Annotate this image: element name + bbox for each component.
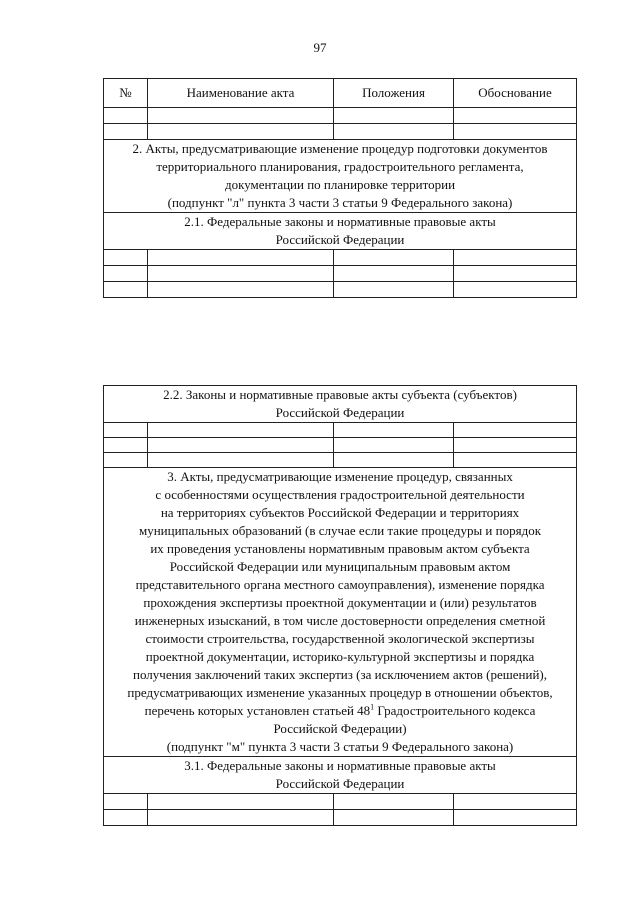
table-cell [454, 453, 577, 468]
section-2-1-heading [104, 213, 577, 250]
table-cell [454, 266, 577, 282]
column-header-act-name: Наименование акта [148, 79, 334, 108]
table-cell [148, 438, 334, 453]
table-cell [148, 810, 334, 826]
section-3-superscript: 1 [370, 702, 375, 712]
table-row [104, 266, 577, 282]
section-row-2-1 [104, 213, 577, 250]
table-cell [454, 250, 577, 266]
table-cell [334, 282, 454, 298]
section-2-line: 2. Акты, предусматривающие изменение процедур подготовки документов [132, 141, 548, 156]
table-cell [148, 423, 334, 438]
table-cell [334, 250, 454, 266]
table-cell [334, 266, 454, 282]
section-3-line: муниципальных образований (в случае если такие процедуры и порядок [139, 523, 542, 538]
table-cell [454, 124, 577, 140]
table-cell [334, 423, 454, 438]
table-row [104, 453, 577, 468]
section-3-text: перечень которых установлен статьей 48 [144, 703, 371, 718]
table-cell [104, 794, 148, 810]
column-header-number: № [104, 79, 148, 108]
section-3-line: (подпункт "м" пункта 3 части 3 статьи 9 Федерального закона) [166, 739, 514, 754]
table-row [104, 810, 577, 826]
table-row [104, 124, 577, 140]
table-cell [148, 250, 334, 266]
section-row-3-1 [104, 757, 577, 794]
section-3-heading [104, 468, 577, 757]
section-3-line: стоимости строительства, государственной экологической экспертизы [145, 631, 535, 646]
column-header-justification: Обоснование [454, 79, 577, 108]
table-row [104, 794, 577, 810]
section-3-line: инженерных изысканий, в том числе достоверности определения сметной [134, 613, 546, 628]
section-3-line: представительного органа местного самоуправления), изменение порядка [135, 577, 545, 592]
table-cell [148, 794, 334, 810]
section-2-line: (подпункт "л" пункта 3 части 3 статьи 9 Федерального закона) [167, 195, 513, 210]
section-3-line [104, 702, 576, 720]
section-row-2-2 [104, 386, 577, 423]
table-row [104, 108, 577, 124]
table-cell [334, 794, 454, 810]
table-cell [104, 423, 148, 438]
section-2-2-line: 2.2. Законы и нормативные правовые акты субъекта (субъектов) [163, 387, 517, 402]
section-row-3 [104, 468, 577, 757]
section-2-heading [104, 140, 577, 213]
section-3-1-line: 3.1. Федеральные законы и нормативные правовые акты [184, 758, 496, 773]
table-row [104, 282, 577, 298]
section-3-1-line: Российской Федерации [275, 776, 405, 791]
section-2-2-heading [104, 386, 577, 423]
section-3-text: Градостроительного кодекса [374, 703, 536, 718]
table-cell [104, 108, 148, 124]
section-2-line: документации по планировке территории [224, 177, 456, 192]
table-row [104, 250, 577, 266]
section-3-line: их проведения установлены нормативным правовым актом субъекта [150, 541, 530, 556]
column-header-provisions: Положения [334, 79, 454, 108]
table-cell [454, 810, 577, 826]
table-cell [148, 282, 334, 298]
acts-table-part-1 [103, 78, 577, 298]
section-3-line: получения заключений таких экспертиз (за исключением актов (решений), [133, 667, 547, 682]
acts-table-part-2 [103, 385, 577, 826]
section-3-line: Российской Федерации) [273, 721, 407, 736]
section-2-1-line: 2.1. Федеральные законы и нормативные правовые акты [184, 214, 496, 229]
section-3-line: на территориях субъектов Российской Федерации и территориях [160, 505, 520, 520]
table-cell [104, 250, 148, 266]
table-header-row [104, 79, 577, 108]
table-cell [334, 108, 454, 124]
table-cell [334, 810, 454, 826]
section-3-line: с особенностями осуществления градостроительной деятельности [155, 487, 525, 502]
section-3-line: Российской Федерации или муниципальным правовым актом [169, 559, 511, 574]
table-cell [104, 438, 148, 453]
section-3-line: предусматривающих изменение указанных процедур в отношении объектов, [127, 685, 553, 700]
table-cell [334, 453, 454, 468]
table-row [104, 438, 577, 453]
table-cell [454, 282, 577, 298]
section-row-2 [104, 140, 577, 213]
page-number: 97 [313, 40, 327, 55]
table-cell [148, 108, 334, 124]
table-cell [104, 124, 148, 140]
section-2-1-line: Российской Федерации [275, 232, 405, 247]
table-cell [104, 266, 148, 282]
section-2-2-line: Российской Федерации [275, 405, 405, 420]
section-3-line: прохождения экспертизы проектной документации и (или) результатов [143, 595, 537, 610]
table-cell [104, 282, 148, 298]
table-cell [334, 124, 454, 140]
table-cell [334, 438, 454, 453]
table-cell [454, 108, 577, 124]
table-cell [104, 453, 148, 468]
section-3-line: проектной документации, историко-культурной экспертизы и порядка [145, 649, 535, 664]
section-3-1-heading [104, 757, 577, 794]
table-cell [454, 794, 577, 810]
table-cell [148, 266, 334, 282]
table-cell [454, 423, 577, 438]
table-cell [148, 453, 334, 468]
table-cell [104, 810, 148, 826]
table-row [104, 423, 577, 438]
section-2-line: территориального планирования, градостроительного регламента, [156, 159, 524, 174]
section-3-line: 3. Акты, предусматривающие изменение процедур, связанных [167, 469, 513, 484]
table-cell [454, 438, 577, 453]
table-cell [148, 124, 334, 140]
